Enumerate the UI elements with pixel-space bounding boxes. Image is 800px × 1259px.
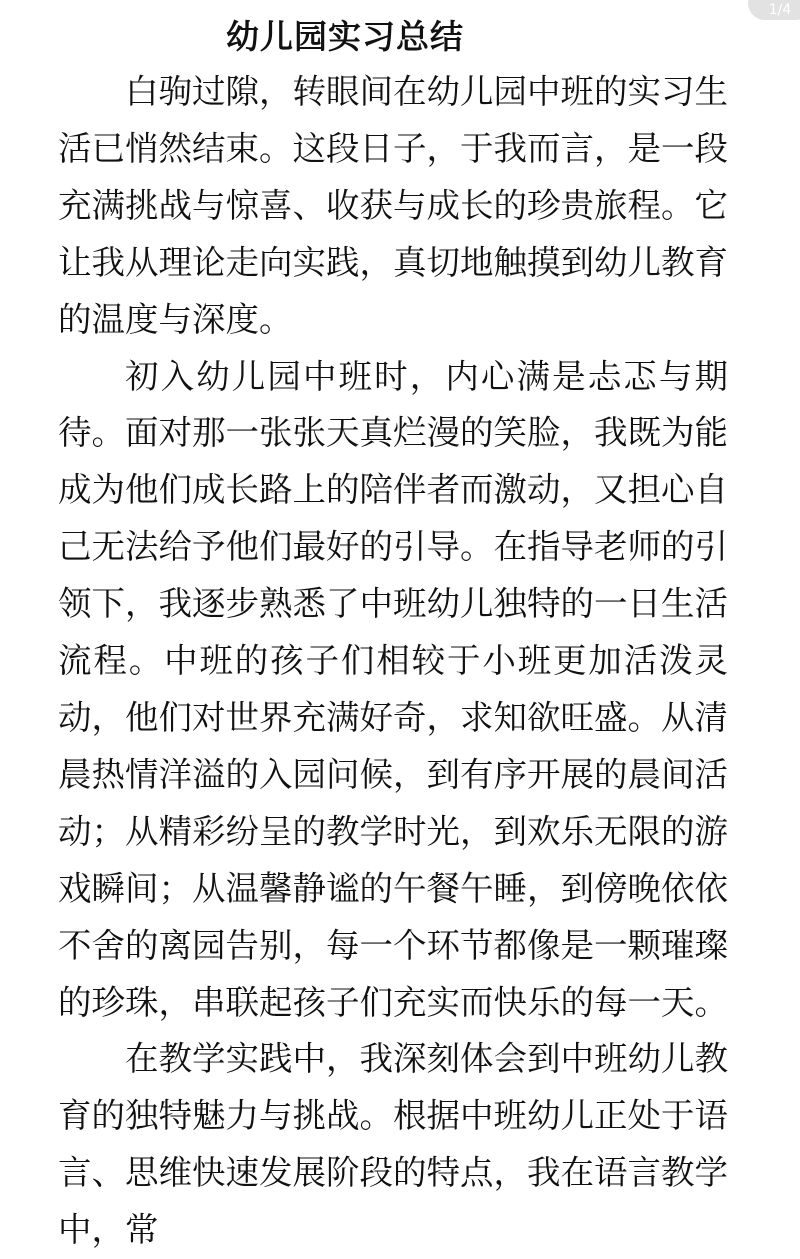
paragraph-1: 白驹过隙，转眼间在幼儿园中班的实习生活已悄然结束。这段日子，于我而言，是一段充满挑战与惊喜、收获与成长的珍贵旅程。它让我从理论走向实践，真切地触摸到幼儿教育的温度与深度。	[58, 72, 728, 339]
document-title: 幼儿园实习总结	[226, 17, 464, 56]
page-indicator: 1/4	[748, 0, 800, 20]
paragraph-3: 在教学实践中，我深刻体会到中班幼儿教育的独特魅力与挑战。根据中班幼儿正处于语言、思维快速发展阶段的特点，我在语言教学中，常	[58, 1039, 728, 1250]
document-body	[58, 64, 728, 1259]
paragraph-2: 初入幼儿园中班时，内心满是忐忑与期待。面对那一张张天真烂漫的笑脸，我既为能成为他们成长路上的陪伴者而激动，又担心自己无法给予他们最好的引导。在指导老师的引领下，我逐步熟悉了中班幼儿独特的一日生活流程。中班的孩子们相较于小班更加活泼灵动，他们对世界充满好奇，求知欲旺盛。从清晨热情洋溢的入园问候，到有序开展的晨间活动；从精彩纷呈的教学时光，到欢乐无限的游戏瞬间；从温馨静谧的午餐午睡，到傍晚依依不舍的离园告别，每一个环节都像是一颗璀璨的珍珠，串联起孩子们充实而快乐的每一天。	[58, 356, 728, 1022]
